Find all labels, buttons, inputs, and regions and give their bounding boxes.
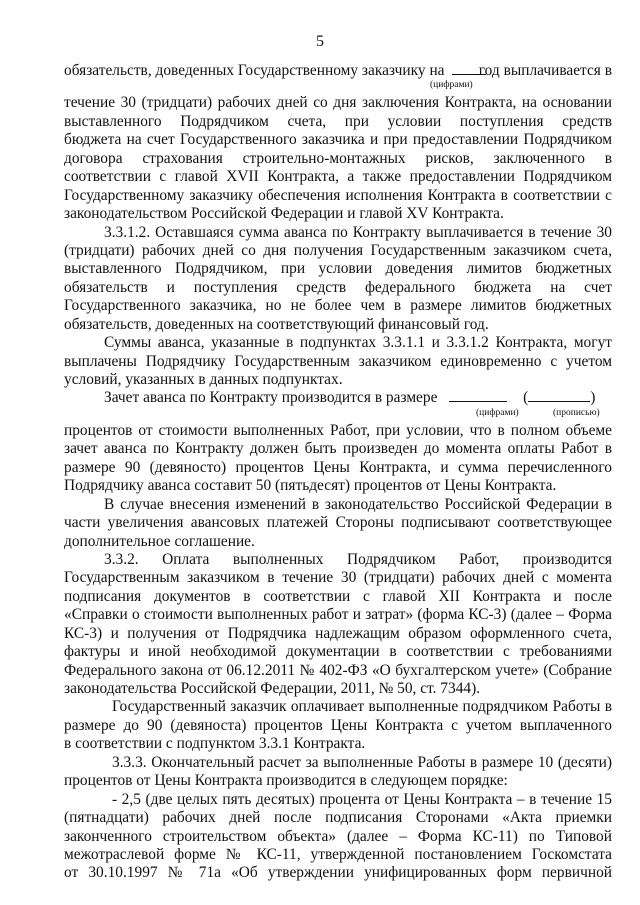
text-line: Суммы аванса, указанные в подпунктах 3.3.1.1 и 3.3.1.2 Контракта, могут xyxy=(104,334,612,352)
words-blank xyxy=(528,401,590,402)
text-line: Государственный заказчик оплачивает выполненные подрядчиком Работы в xyxy=(112,698,612,716)
text-line: законченного строительством объекта» (далее – Форма КС-11) по Типовой xyxy=(64,827,612,845)
text-line: условий, указанных в данных подпунктах. xyxy=(64,371,343,388)
text-line xyxy=(64,389,612,407)
text-line: Государственным заказчиком в течение 30 (тридцати) рабочих дней с момента xyxy=(64,569,612,587)
text-line: зачет аванса по Контракту должен быть произведен до момента оплаты Работ в xyxy=(64,440,612,458)
text-line-part: обязательств, доведенных Государственному заказчику на xyxy=(64,62,445,79)
text-line: межотраслевой форме № КС-11, утвержденной постановлением Госкомстата xyxy=(64,845,612,863)
text-line: в соответствии с подпунктом 3.3.1 Контракта. xyxy=(64,735,366,753)
text-line: фактуры и иной необходимой документации в соответствии с требованиями xyxy=(64,643,612,661)
text-line: обязательств, доведенных на соответствующий финансовый год. xyxy=(64,315,489,333)
document-body xyxy=(64,62,612,883)
text-line-part: ( xyxy=(523,389,529,407)
sub-label-digits: (цифрами) xyxy=(430,80,473,91)
text-line: соответствии с главой XVII Контракта, а также предоставлении Подрядчиком xyxy=(64,168,612,186)
text-line: подписания документов в соответствии с главой XII Контракта и после xyxy=(64,587,612,605)
text-line: бюджета на счет Государственного заказчика и при предоставлении Подрядчиком xyxy=(64,131,612,149)
text-line-part: год выплачивается в xyxy=(478,62,612,79)
text-line: процентов от стоимости выполненных Работ, при условии, что в полном объеме xyxy=(64,421,612,439)
text-line: 3.3.1.2. Оставшаяся сумма аванса по Контракту выплачивается в течение 30 xyxy=(104,223,612,241)
text-line: (тридцати) рабочих дней со дня получения Государственным заказчиком счета, xyxy=(64,241,612,259)
sub-label-words: (прописью) xyxy=(553,407,600,418)
text-line: - 2,5 (две целых пять десятых) процента от Цены Контракта – в течение 15 xyxy=(112,790,612,808)
text-line: КС-3) и получения от Подрядчика надлежащим образом оформленного счета, xyxy=(64,624,612,642)
text-line: «Справки о стоимости выполненных работ и затрат» (форма КС-3) (далее – Форма xyxy=(64,606,612,624)
text-line: процентов от Цены Контракта производится в следующем порядке: xyxy=(64,772,508,790)
text-line: размере до 90 (девяноста) процентов Цены Контракта с учетом выплаченного xyxy=(64,716,612,734)
text-line: Федерального закона от 06.12.2011 № 402-ФЗ «О бухгалтерском учете» (Собрание xyxy=(64,661,612,679)
text-line: (пятнадцати) рабочих дней после подписания Сторонами «Акта приемки xyxy=(64,809,612,827)
text-line: Подрядчику аванса составит 50 (пятьдесят) процентов от Цены Контракта. xyxy=(64,477,557,495)
text-line xyxy=(64,62,612,80)
text-line: от 30.10.1997 № 71а «Об утверждении унифицированных форм первичной xyxy=(64,864,612,882)
text-line: договора страхования строительно-монтажных рисков, заключенного в xyxy=(64,149,612,167)
text-line: выставленного Подрядчиком, при условии доведения лимитов бюджетных xyxy=(64,260,612,278)
text-line: Государственному заказчику обеспечения исполнения Контракта в соответствии с xyxy=(64,186,612,204)
sub-label-row xyxy=(64,408,612,422)
text-line: В случае внесения изменений в законодательство Российской Федерации в xyxy=(104,495,612,513)
text-line: течение 30 (тридцати) рабочих дней со дня заключения Контракта, на основании xyxy=(64,94,612,112)
text-line: обязательств и поступления средств федерального бюджета на счет xyxy=(64,278,612,296)
digits-blank xyxy=(449,401,507,402)
text-line-part: Зачет аванса по Контракту производится в размере xyxy=(104,389,438,407)
text-line: выплачены Подрядчику Государственным заказчиком единовременно с учетом xyxy=(64,352,612,370)
text-line: размере 90 (девяносто) процентов Цены Контракта, и сумма перечисленного xyxy=(64,458,612,476)
text-line-part: ) xyxy=(590,389,596,407)
text-line: 3.3.3. Окончательный расчет за выполненные Работы в размере 10 (десяти) xyxy=(112,753,612,771)
text-line: законодательством Российской Федерации и главой XV Контракта. xyxy=(64,205,504,223)
text-line: 3.3.2. Оплата выполненных Подрядчиком Работ, производится xyxy=(104,550,612,568)
page-number: 5 xyxy=(316,33,324,50)
sub-label-digits: (цифрами) xyxy=(476,407,519,418)
sub-label-row xyxy=(64,80,612,94)
text-line: законодательства Российской Федерации, 2011, № 50, ст. 7344). xyxy=(64,680,481,697)
text-line: дополнительное соглашение. xyxy=(64,532,255,550)
text-line: выставленного Подрядчиком счета, при условии поступления средств xyxy=(64,112,612,130)
text-line: части увеличения авансовых платежей Стороны подписывают соответствующее xyxy=(64,514,612,532)
text-line: Государственного заказчика, но не более чем в размере лимитов бюджетных xyxy=(64,297,612,315)
